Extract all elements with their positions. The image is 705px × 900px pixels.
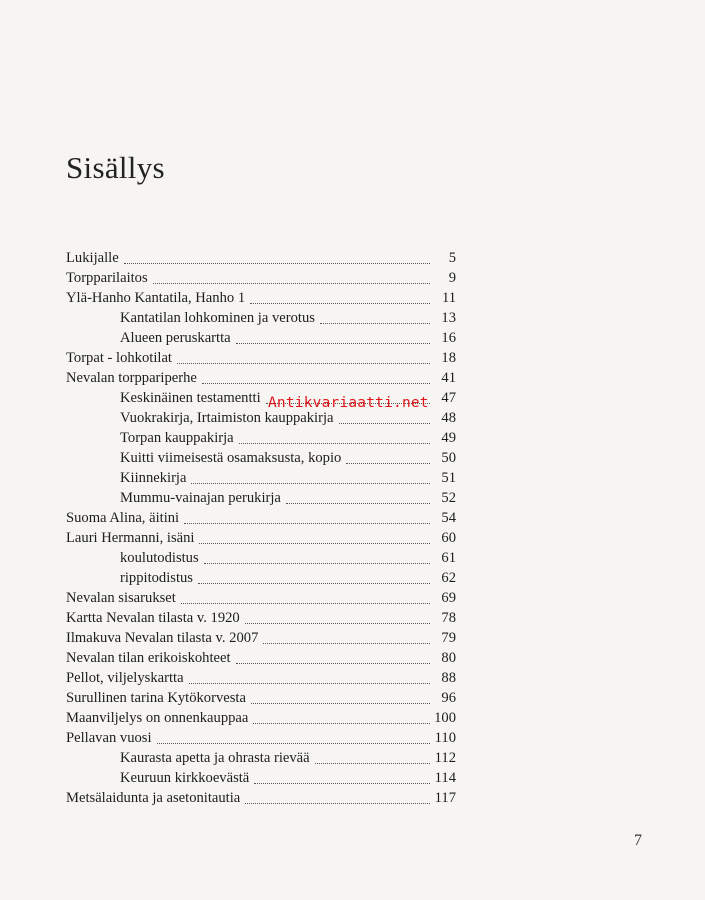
toc-entry: [66, 788, 456, 808]
toc-entry-page: 78: [441, 610, 456, 626]
dot-leader: [204, 563, 430, 564]
toc-entry-page: 114: [434, 770, 456, 786]
toc-entry-title: Pellot, viljelyskartta: [66, 670, 184, 686]
dot-leader: [250, 303, 430, 304]
toc-entry-title: Lukijalle: [66, 250, 119, 266]
toc-entry-title: Keskinäinen testamentti: [120, 390, 261, 406]
toc-entry-page: 50: [441, 450, 456, 466]
toc-entry: [66, 728, 456, 748]
toc-entry-title: Keuruun kirkkoevästä: [120, 770, 250, 786]
toc-entry-page: 9: [448, 270, 456, 286]
dot-leader: [245, 803, 430, 804]
toc-entry-title: Ilmakuva Nevalan tilasta v. 2007: [66, 630, 259, 646]
toc-entry: [66, 348, 456, 368]
toc-entry-title: Kantatilan lohkominen ja verotus: [120, 310, 315, 326]
toc-entry: [66, 248, 456, 268]
toc-entry-page: 88: [441, 670, 456, 686]
toc-entry-title: koulutodistus: [120, 550, 199, 566]
toc-entry-page: 110: [434, 730, 456, 746]
toc-entry-page: 41: [441, 370, 456, 386]
dot-leader: [253, 723, 430, 724]
dot-leader: [124, 263, 430, 264]
toc-entry: [66, 628, 456, 648]
toc-entry-page: 61: [441, 550, 456, 566]
toc-entry-page: 47: [441, 390, 456, 406]
toc-entry-title: Surullinen tarina Kytökorvesta: [66, 690, 246, 706]
toc-entry-page: 112: [434, 750, 456, 766]
toc-entry-page: 69: [441, 590, 456, 606]
toc-entry-page: 18: [441, 350, 456, 366]
toc-entry: [66, 668, 456, 688]
toc-entry-title: Nevalan tilan erikoiskohteet: [66, 650, 231, 666]
toc-entry-page: 51: [441, 470, 456, 486]
toc-entry-title: Lauri Hermanni, isäni: [66, 530, 195, 546]
toc-entry: [66, 708, 456, 728]
dot-leader: [245, 623, 430, 624]
toc-entry-title: Torpat - lohkotilat: [66, 350, 172, 366]
dot-leader: [263, 643, 430, 644]
page-number: 7: [634, 832, 642, 849]
toc-entry: [66, 588, 456, 608]
toc-entry-title: Kartta Nevalan tilasta v. 1920: [66, 610, 240, 626]
toc-entry-page: 48: [441, 410, 456, 426]
dot-leader: [254, 783, 430, 784]
toc-entry: [66, 368, 456, 388]
toc-entry-title: Alueen peruskartta: [120, 330, 231, 346]
toc-entry-page: 79: [441, 630, 456, 646]
toc-entry: [66, 768, 456, 788]
toc-entry-title: Nevalan torppariperhe: [66, 370, 197, 386]
dot-leader: [189, 683, 430, 684]
toc-entry-page: 80: [441, 650, 456, 666]
dot-leader: [199, 543, 430, 544]
dot-leader: [198, 583, 430, 584]
dot-leader: [346, 463, 430, 464]
dot-leader: [184, 523, 430, 524]
toc-entry: [66, 408, 456, 428]
toc-entry-title: Kaurasta apetta ja ohrasta rievää: [120, 750, 310, 766]
dot-leader: [153, 283, 430, 284]
toc-entry: [66, 268, 456, 288]
toc-entry: [66, 608, 456, 628]
dot-leader: [320, 323, 430, 324]
toc-entry-page: 100: [434, 710, 456, 726]
toc-entry-title: Ylä-Hanho Kantatila, Hanho 1: [66, 290, 246, 306]
toc-entry-page: 49: [441, 430, 456, 446]
toc-entry-title: Nevalan sisarukset: [66, 590, 176, 606]
dot-leader: [236, 663, 430, 664]
toc-entry-page: 16: [441, 330, 456, 346]
dot-leader: [339, 423, 430, 424]
toc-entry-page: 52: [441, 490, 456, 506]
toc-entry: [66, 748, 456, 768]
toc-entry-title: Kuitti viimeisestä osamaksusta, kopio: [120, 450, 342, 466]
dot-leader: [236, 343, 430, 344]
watermark: Antikvariaatti.net: [268, 395, 429, 411]
toc-entry-title: Mummu-vainajan perukirja: [120, 490, 281, 506]
toc-entry: [66, 488, 456, 508]
toc-entry-page: 11: [441, 290, 456, 306]
toc-entry-page: 54: [441, 510, 456, 526]
toc-entry: [66, 328, 456, 348]
toc-entry: [66, 308, 456, 328]
table-of-contents: [66, 248, 456, 808]
toc-entry: [66, 688, 456, 708]
toc-entry-page: 60: [441, 530, 456, 546]
toc-entry: [66, 428, 456, 448]
toc-entry-title: Suoma Alina, äitini: [66, 510, 180, 526]
toc-entry-title: Maanviljelys on onnenkauppaa: [66, 710, 249, 726]
dot-leader: [315, 763, 430, 764]
toc-entry: [66, 528, 456, 548]
toc-entry-title: Vuokrakirja, Irtaimiston kauppakirja: [120, 410, 334, 426]
dot-leader: [251, 703, 430, 704]
dot-leader: [239, 443, 430, 444]
toc-entry-title: Kiinnekirja: [120, 470, 187, 486]
toc-entry: [66, 508, 456, 528]
toc-entry-page: 62: [441, 570, 456, 586]
toc-entry: [66, 448, 456, 468]
dot-leader: [181, 603, 430, 604]
toc-entry-title: Metsälaidunta ja asetonitautia: [66, 790, 241, 806]
dot-leader: [177, 363, 430, 364]
dot-leader: [157, 743, 430, 744]
toc-entry-title: Pellavan vuosi: [66, 730, 152, 746]
toc-entry-page: 13: [441, 310, 456, 326]
toc-entry-title: Torpan kauppakirja: [120, 430, 234, 446]
dot-leader: [286, 503, 430, 504]
toc-entry: [66, 288, 456, 308]
toc-entry-page: 96: [441, 690, 456, 706]
toc-entry-title: rippitodistus: [120, 570, 193, 586]
toc-entry-page: 5: [448, 250, 456, 266]
page-title: Sisällys: [66, 150, 165, 185]
toc-entry: [66, 568, 456, 588]
toc-entry: [66, 468, 456, 488]
dot-leader: [202, 383, 430, 384]
toc-entry: [66, 548, 456, 568]
toc-entry: [66, 648, 456, 668]
toc-entry-title: Torpparilaitos: [66, 270, 148, 286]
dot-leader: [191, 483, 430, 484]
toc-entry-page: 117: [434, 790, 456, 806]
